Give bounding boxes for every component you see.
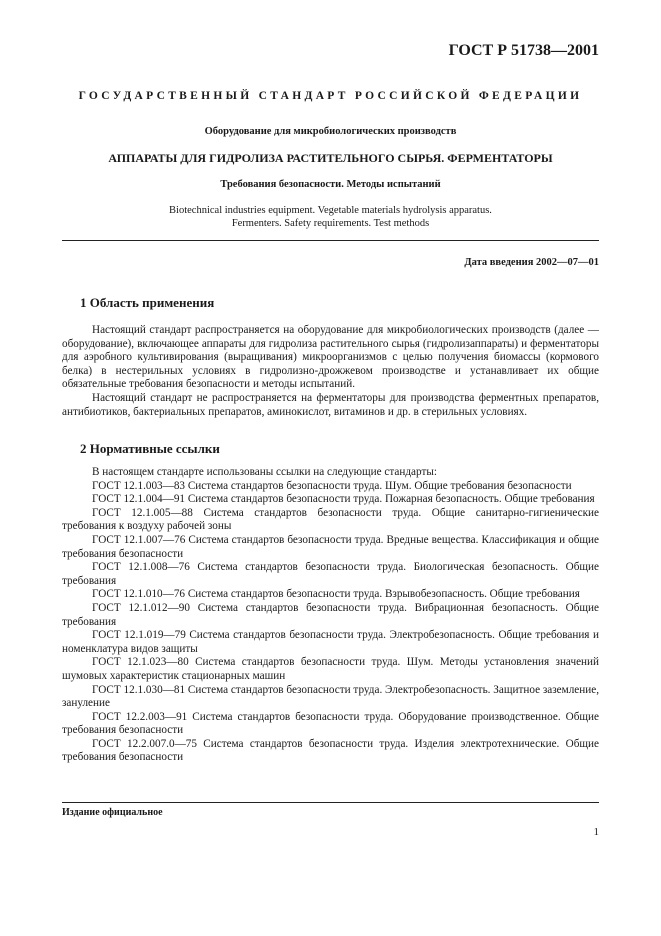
page-number: 1 [593,826,599,838]
reference-item: ГОСТ 12.2.003—91 Система стандартов безопасности труда. Оборудование производственное. Общие требования безопасности [62,710,599,737]
reference-item: ГОСТ 12.1.005—88 Система стандартов безопасности труда. Общие санитарно-гигиенические требования к воздуху рабочей зоны [62,506,599,533]
reference-item: ГОСТ 12.1.003—83 Система стандартов безопасности труда. Шум. Общие требования безопасности [92,479,572,492]
intro-date: Дата введения 2002—07—01 [464,257,599,268]
edition-label: Издание официальное [62,807,163,818]
divider-bottom [62,802,599,803]
title-main: АППАРАТЫ ДЛЯ ГИДРОЛИЗА РАСТИТЕЛЬНОГО СЫРЬЯ. ФЕРМЕНТАТОРЫ [108,151,553,165]
title-english-line2: Fermenters. Safety requirements. Test methods [231,218,430,229]
state-standard-header: ГОСУДАРСТВЕННЫЙ СТАНДАРТ РОССИЙСКОЙ ФЕДЕРАЦИИ [78,90,583,102]
section2-body [62,466,599,765]
title-subtitle: Оборудование для микробиологических производств [204,126,457,137]
reference-item: ГОСТ 12.2.007.0—75 Система стандартов безопасности труда. Изделия электротехнические. Общие требования безопасности [62,737,599,764]
title-english-line1: Biotechnical industries equipment. Vegetable materials hydrolysis apparatus. [169,205,492,216]
reference-item: ГОСТ 12.1.007—76 Система стандартов безопасности труда. Вредные вещества. Классификация и общие требования безопасности [62,533,599,560]
section2-intro: В настоящем стандарте использованы ссылки на следующие стандарты: [92,466,437,478]
reference-item: ГОСТ 12.1.023—80 Система стандартов безопасности труда. Шум. Методы установления значений шумовых характеристик стационарных машин [62,656,599,682]
divider-top [62,240,599,241]
reference-item: ГОСТ 12.1.019—79 Система стандартов безопасности труда. Электробезопасность. Общие требования и номенклатура видов защиты [62,629,599,655]
section1-body [62,324,599,419]
section1-heading: 1 Область применения [80,295,215,310]
reference-item: ГОСТ 12.1.004—91 Система стандартов безопасности труда. Пожарная безопасность. Общие требования [92,493,595,506]
section2-heading: 2 Нормативные ссылки [80,441,220,456]
reference-item: ГОСТ 12.1.012—90 Система стандартов безопасности труда. Вибрационная безопасность. Общие требования [62,601,599,628]
section1-paragraph: Настоящий стандарт распространяется на оборудование для микробиологических производств (далее — оборудование), включающее аппараты для гидролиза растительного сырья (гидролизаппараты) и ферментаторы для аэробного культивирования (выращивания) микроорганизмов с целью получения биомассы (кормового белка) в нестерильных условиях в гидролизно-дрожжевом производстве и устанавливает их общие обязательные требования безопасности и методы испытаний. [62,324,599,391]
document-code: ГОСТ Р 51738—2001 [448,42,599,59]
title-english [62,204,599,230]
section1-paragraph: Настоящий стандарт не распространяется на ферментаторы для производства ферментных препаратов, антибиотиков, бактериальных препаратов, аминокислот, витаминов и др. в стерильных условиях. [62,391,599,418]
title-requirements: Требования безопасности. Методы испытаний [220,179,441,190]
reference-item: ГОСТ 12.1.008—76 Система стандартов безопасности труда. Биологическая безопасность. Общие требования [62,561,599,587]
reference-item: ГОСТ 12.1.010—76 Система стандартов безопасности труда. Взрывобезопасность. Общие требования [92,588,580,601]
reference-item: ГОСТ 12.1.030—81 Система стандартов безопасности труда. Электробезопасность. Защитное заземление, зануление [62,683,599,710]
